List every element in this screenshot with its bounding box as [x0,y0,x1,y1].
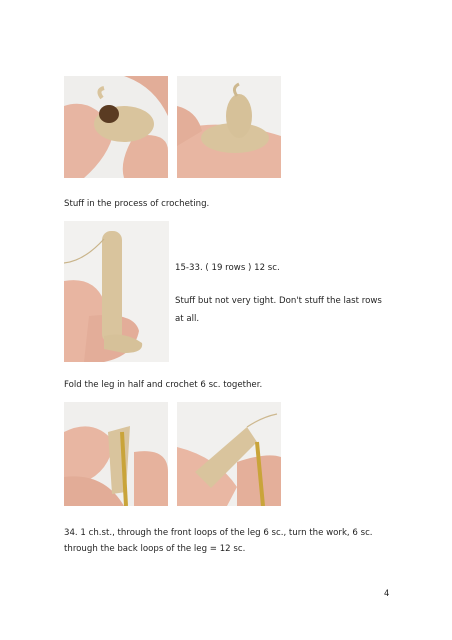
photo-crochet-tube [64,76,168,178]
photo-crochet-foot [177,76,281,178]
stuff-note-line-1: Stuff but not very tight. Don't stuff the last rows [175,296,382,306]
page-number: 4 [384,588,390,598]
photo-crochet-leg [64,221,169,362]
photo-crochet-together [177,402,281,506]
photo-fold-leg-hook [64,402,168,506]
rows-instruction: 15-33. ( 19 rows ) 12 sc. [175,263,280,273]
caption-process: Stuff in the process of crocheting. [64,199,210,209]
step-34-line-1: 34. 1 ch.st., through the front loops of the leg 6 sc., turn the work, 6 sc. [64,528,373,538]
stuff-note-line-2: at all. [175,314,200,324]
fold-instruction: Fold the leg in half and crochet 6 sc. together. [64,380,263,390]
step-34-line-2: through the back loops of the leg = 12 sc. [64,544,246,554]
